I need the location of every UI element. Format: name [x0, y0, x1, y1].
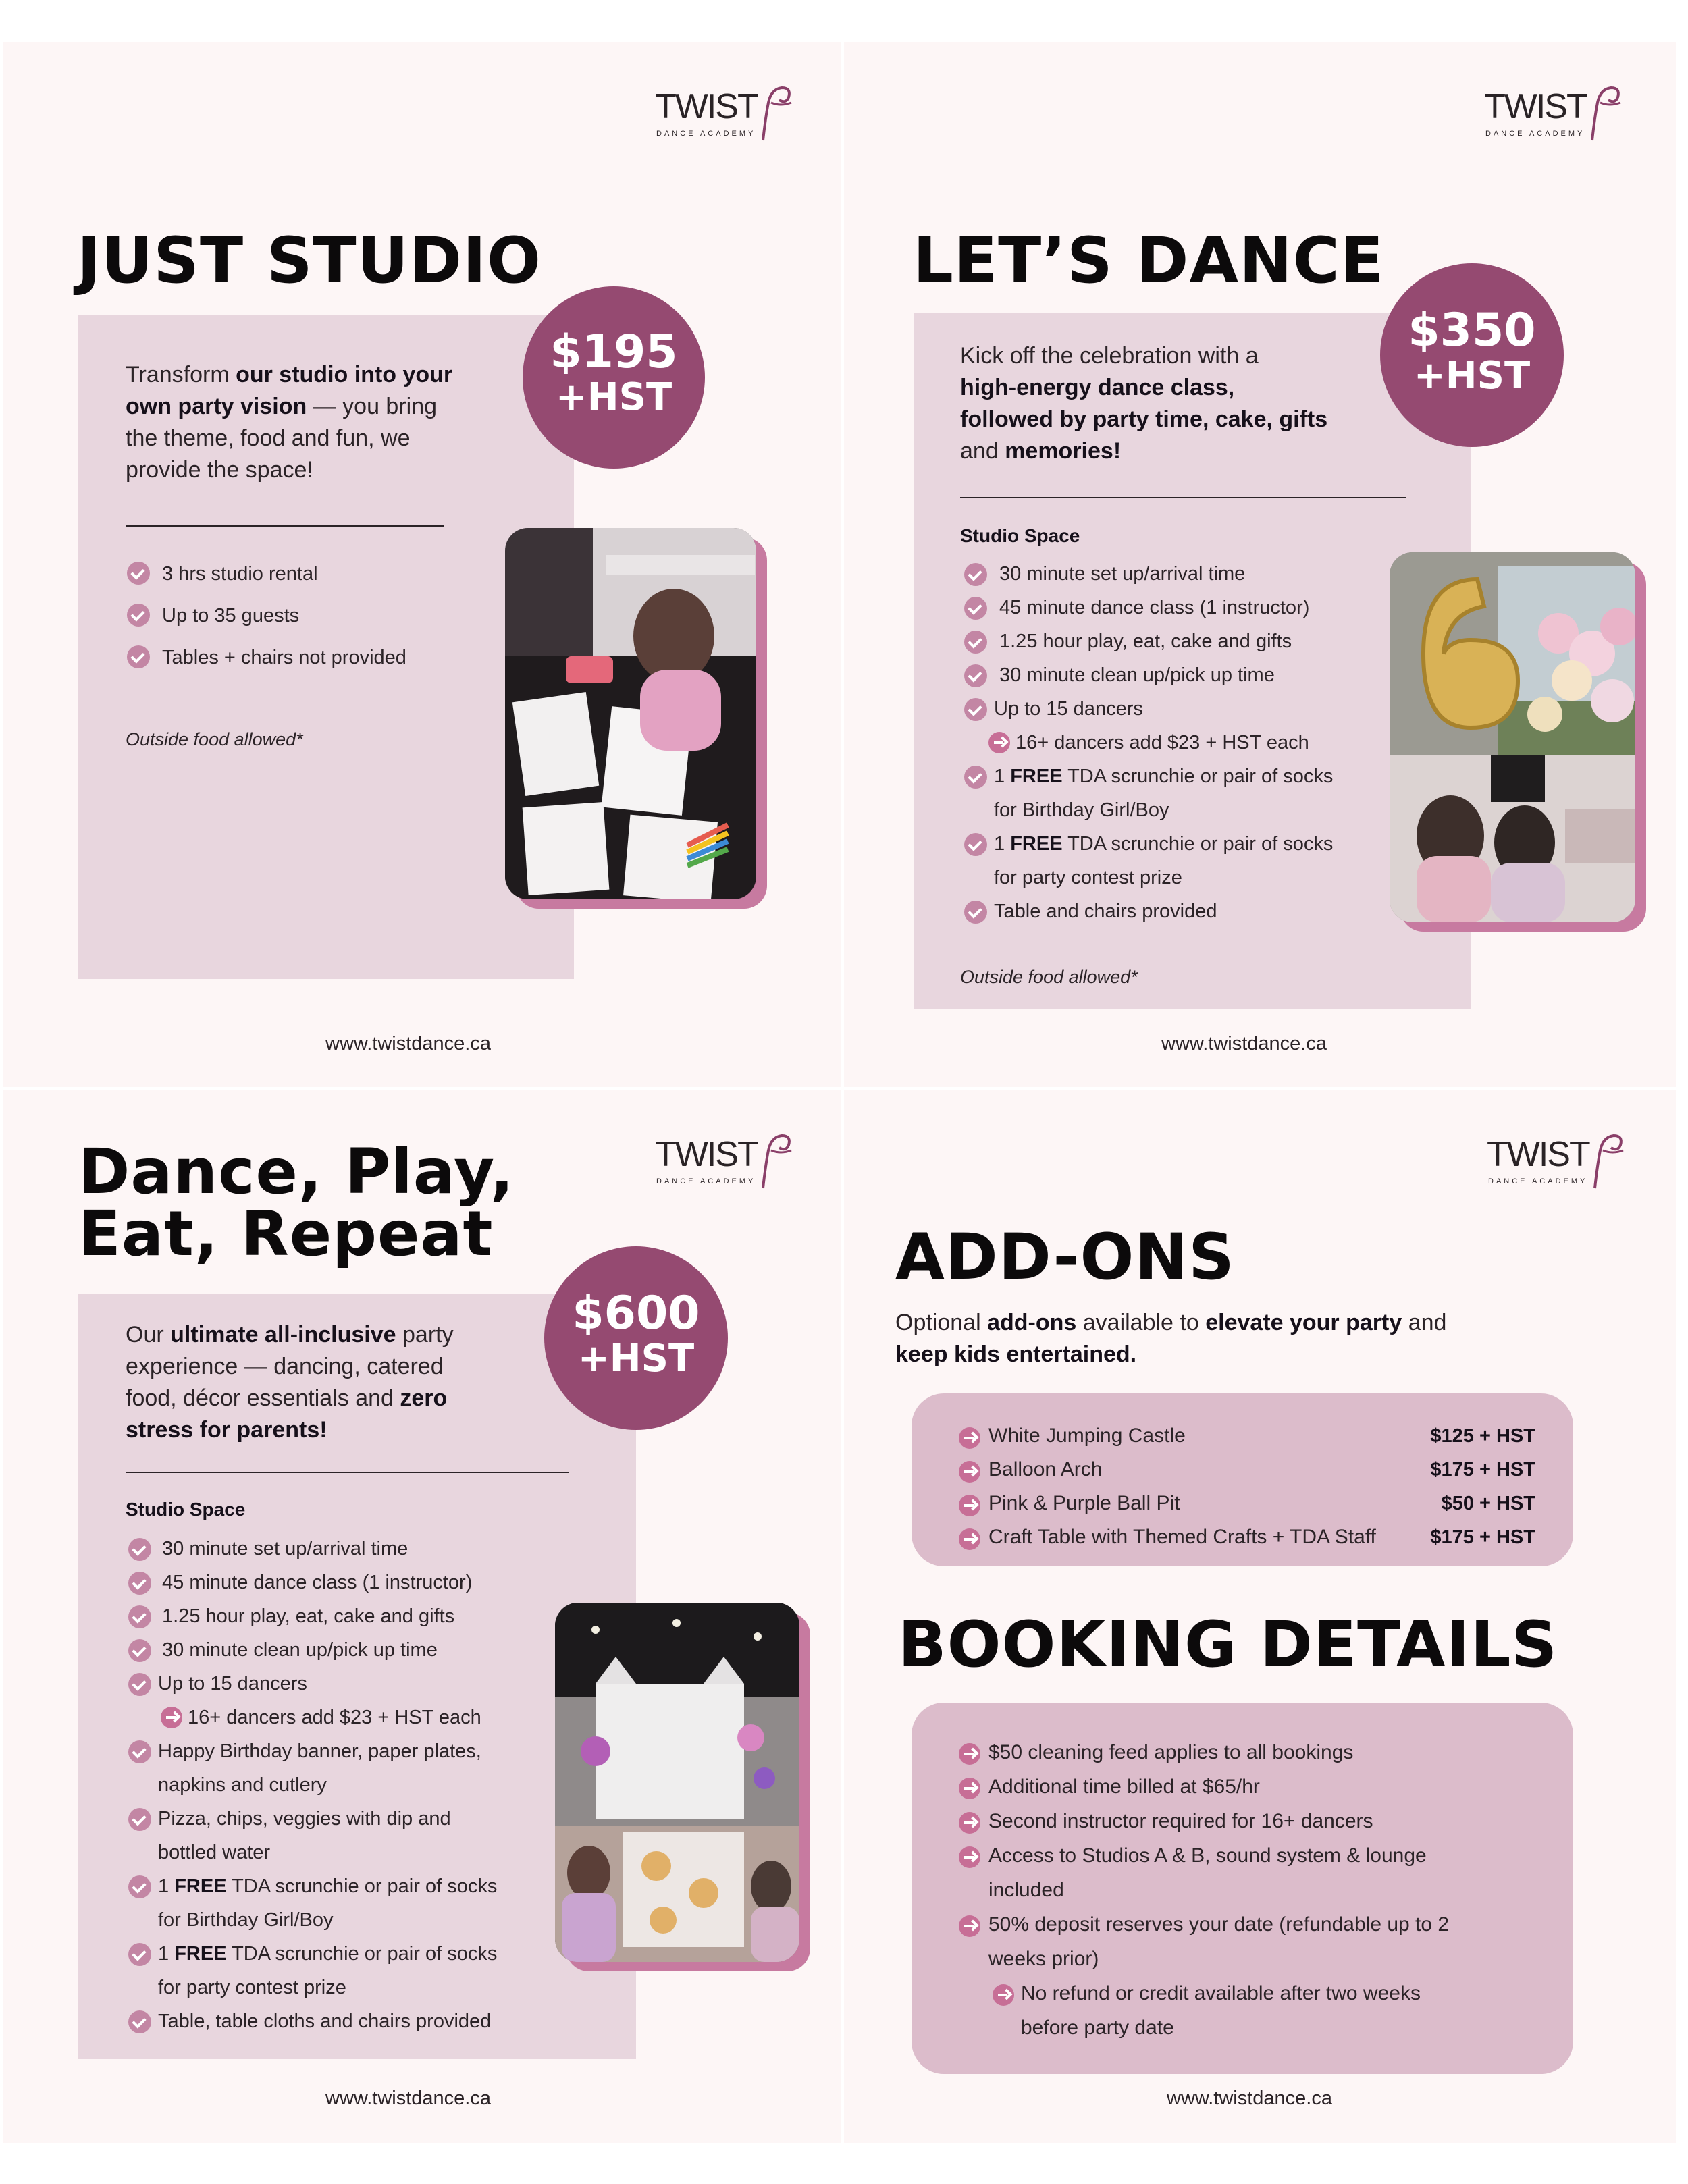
- food-note: Outside food allowed*: [126, 729, 303, 749]
- feature-item: 1 FREE TDA scrunchie or pair of socks: [994, 766, 1334, 787]
- feature-item: Up to 15 dancers: [994, 698, 1143, 720]
- booking-sub-item: No refund or credit available after two weeks: [1021, 1982, 1421, 2004]
- feature-sub-item: 16+ dancers add $23 + HST each: [1016, 732, 1309, 753]
- addon-price: $125 + HST: [1430, 1425, 1535, 1447]
- website-link[interactable]: www.twistdance.ca: [325, 2087, 491, 2109]
- booking-item-cont: weeks prior): [988, 1948, 1099, 1970]
- addons-intro: Optional add-ons available to elevate your party and keep kids entertained.: [895, 1310, 1447, 1367]
- plan-intro: Transform our studio into your own party vision — you bring the theme, food and fun, we provide the space!: [126, 362, 453, 483]
- feature-item: Happy Birthday banner, paper plates,: [158, 1740, 481, 1762]
- website-link[interactable]: www.twistdance.ca: [1167, 2087, 1332, 2109]
- website-link[interactable]: www.twistdance.ca: [325, 1033, 491, 1055]
- page-just-studio: [3, 42, 841, 1087]
- check-icon: [964, 766, 987, 789]
- page-dance-play: [3, 1090, 841, 2143]
- check-icon: [128, 1639, 151, 1662]
- section-heading: Studio Space: [960, 525, 1080, 546]
- feature-item: Up to 35 guests: [162, 605, 300, 627]
- feature-item: Table, table cloths and chairs provided: [158, 2010, 492, 2032]
- food-note: Outside food allowed*: [960, 967, 1138, 987]
- addon-name: White Jumping Castle: [988, 1424, 1186, 1447]
- addon-name: Balloon Arch: [988, 1458, 1103, 1481]
- addon-price: $175 + HST: [1430, 1526, 1535, 1548]
- feature-item: 1 FREE TDA scrunchie or pair of socks: [158, 1943, 498, 1965]
- twist-logo: TWIST DANCE ACADEMY: [1484, 82, 1626, 150]
- arrow-icon: [959, 1812, 980, 1834]
- feature-item: 1 FREE TDA scrunchie or pair of socks: [994, 833, 1334, 855]
- check-icon: [128, 2010, 151, 2033]
- feature-sub-item: 16+ dancers add $23 + HST each: [188, 1707, 481, 1728]
- arrow-icon: [959, 1743, 980, 1765]
- feature-item: 30 minute clean up/pick up time: [999, 664, 1275, 686]
- check-icon: [964, 664, 987, 687]
- check-icon: [127, 645, 150, 668]
- price-badge: $600 +HST: [544, 1246, 728, 1430]
- divider: [960, 497, 1406, 498]
- feature-item-cont: napkins and cutlery: [158, 1774, 327, 1796]
- booking-sub-item-cont: before party date: [1021, 2017, 1174, 2039]
- addon-name: Craft Table with Themed Crafts + TDA Staff: [988, 1526, 1376, 1548]
- twist-logo: TWIST DANCE ACADEMY: [1487, 1130, 1629, 1198]
- website-link[interactable]: www.twistdance.ca: [1161, 1033, 1327, 1055]
- check-icon: [128, 1943, 151, 1966]
- plan-title: LET’S DANCE: [913, 224, 1385, 298]
- dancer-swirl-icon: [1585, 82, 1626, 143]
- party-photo-bounce-castle: [555, 1603, 799, 1962]
- feature-item: Pizza, chips, veggies with dip and: [158, 1808, 451, 1830]
- section-heading: Studio Space: [126, 1499, 246, 1520]
- booking-item: Access to Studios A & B, sound system & lounge: [988, 1844, 1427, 1867]
- price-badge: $195 +HST: [523, 286, 705, 469]
- dancer-swirl-icon: [756, 82, 797, 143]
- feature-item: Table and chairs provided: [994, 901, 1217, 922]
- check-icon: [964, 698, 987, 721]
- booking-item: $50 cleaning feed applies to all bookings: [988, 1741, 1354, 1763]
- addon-price: $175 + HST: [1430, 1459, 1535, 1481]
- plan-intro: Kick off the celebration with a high-energy dance class, followed by party time, cake, gifts and memories!: [960, 343, 1328, 464]
- check-icon: [964, 631, 987, 654]
- arrow-icon: [959, 1528, 980, 1550]
- feature-item: 30 minute set up/arrival time: [162, 1538, 408, 1560]
- twist-logo: TWIST DANCE ACADEMY: [655, 82, 797, 150]
- booking-title: BOOKING DETAILS: [898, 1608, 1558, 1682]
- arrow-icon: [959, 1778, 980, 1799]
- check-icon: [964, 833, 987, 856]
- feature-item-cont: for party contest prize: [994, 867, 1182, 888]
- check-icon: [964, 901, 987, 924]
- arrow-icon: [959, 1495, 980, 1516]
- feature-item: 3 hrs studio rental: [162, 563, 318, 585]
- check-icon: [127, 604, 150, 627]
- feature-item: 30 minute set up/arrival time: [999, 563, 1246, 585]
- check-icon: [128, 1740, 151, 1763]
- check-icon: [128, 1538, 151, 1561]
- feature-item: 45 minute dance class (1 instructor): [999, 597, 1310, 618]
- party-photo-balloon-six: [1390, 552, 1635, 922]
- feature-item: 30 minute clean up/pick up time: [162, 1639, 438, 1661]
- dancer-swirl-icon: [756, 1130, 797, 1191]
- check-icon: [128, 1673, 151, 1696]
- arrow-icon: [988, 732, 1010, 753]
- twist-logo: TWIST DANCE ACADEMY: [655, 1130, 797, 1198]
- plan-title: JUST STUDIO: [77, 224, 542, 298]
- addon-price: $50 + HST: [1441, 1493, 1535, 1514]
- check-icon: [128, 1875, 151, 1898]
- check-icon: [128, 1808, 151, 1831]
- price-badge: $350 +HST: [1380, 263, 1564, 447]
- booking-item-cont: included: [988, 1879, 1064, 1901]
- feature-item-cont: for Birthday Girl/Boy: [994, 799, 1169, 821]
- arrow-icon: [959, 1846, 980, 1868]
- booking-item: Additional time billed at $65/hr: [988, 1776, 1260, 1798]
- check-icon: [128, 1605, 151, 1628]
- feature-item-cont: bottled water: [158, 1842, 271, 1863]
- check-icon: [128, 1572, 151, 1595]
- check-icon: [964, 597, 987, 620]
- feature-item: 1 FREE TDA scrunchie or pair of socks: [158, 1875, 498, 1897]
- arrow-icon: [959, 1461, 980, 1483]
- booking-item: 50% deposit reserves your date (refundable up to 2: [988, 1913, 1450, 1936]
- arrow-icon: [161, 1707, 182, 1728]
- dancer-swirl-icon: [1588, 1130, 1629, 1191]
- check-icon: [127, 562, 150, 585]
- feature-item: Up to 15 dancers: [158, 1673, 307, 1695]
- plan-title: Dance, Play, Eat, Repeat: [78, 1136, 515, 1270]
- feature-item-cont: for Birthday Girl/Boy: [158, 1909, 334, 1931]
- page-addons-booking: [844, 1090, 1676, 2143]
- feature-item: Tables + chairs not provided: [162, 647, 406, 668]
- feature-item: 45 minute dance class (1 instructor): [162, 1572, 473, 1593]
- divider: [126, 1472, 569, 1473]
- page-lets-dance: [844, 42, 1676, 1087]
- plan-intro: Our ultimate all-inclusive party experience — dancing, catered food, décor essentials and zero stress for parents!: [126, 1322, 454, 1443]
- feature-item-cont: for party contest prize: [158, 1977, 346, 1998]
- arrow-icon: [959, 1427, 980, 1449]
- addon-name: Pink & Purple Ball Pit: [988, 1492, 1180, 1514]
- check-icon: [964, 563, 987, 586]
- feature-item: 1.25 hour play, eat, cake and gifts: [999, 631, 1292, 652]
- party-photo-coloring: [505, 528, 756, 899]
- divider: [126, 525, 444, 527]
- addons-title: ADD-ONS: [895, 1221, 1235, 1294]
- booking-item: Second instructor required for 16+ dancers: [988, 1810, 1373, 1832]
- arrow-icon: [959, 1915, 980, 1937]
- feature-item: 1.25 hour play, eat, cake and gifts: [162, 1605, 455, 1627]
- arrow-icon: [993, 1984, 1014, 2006]
